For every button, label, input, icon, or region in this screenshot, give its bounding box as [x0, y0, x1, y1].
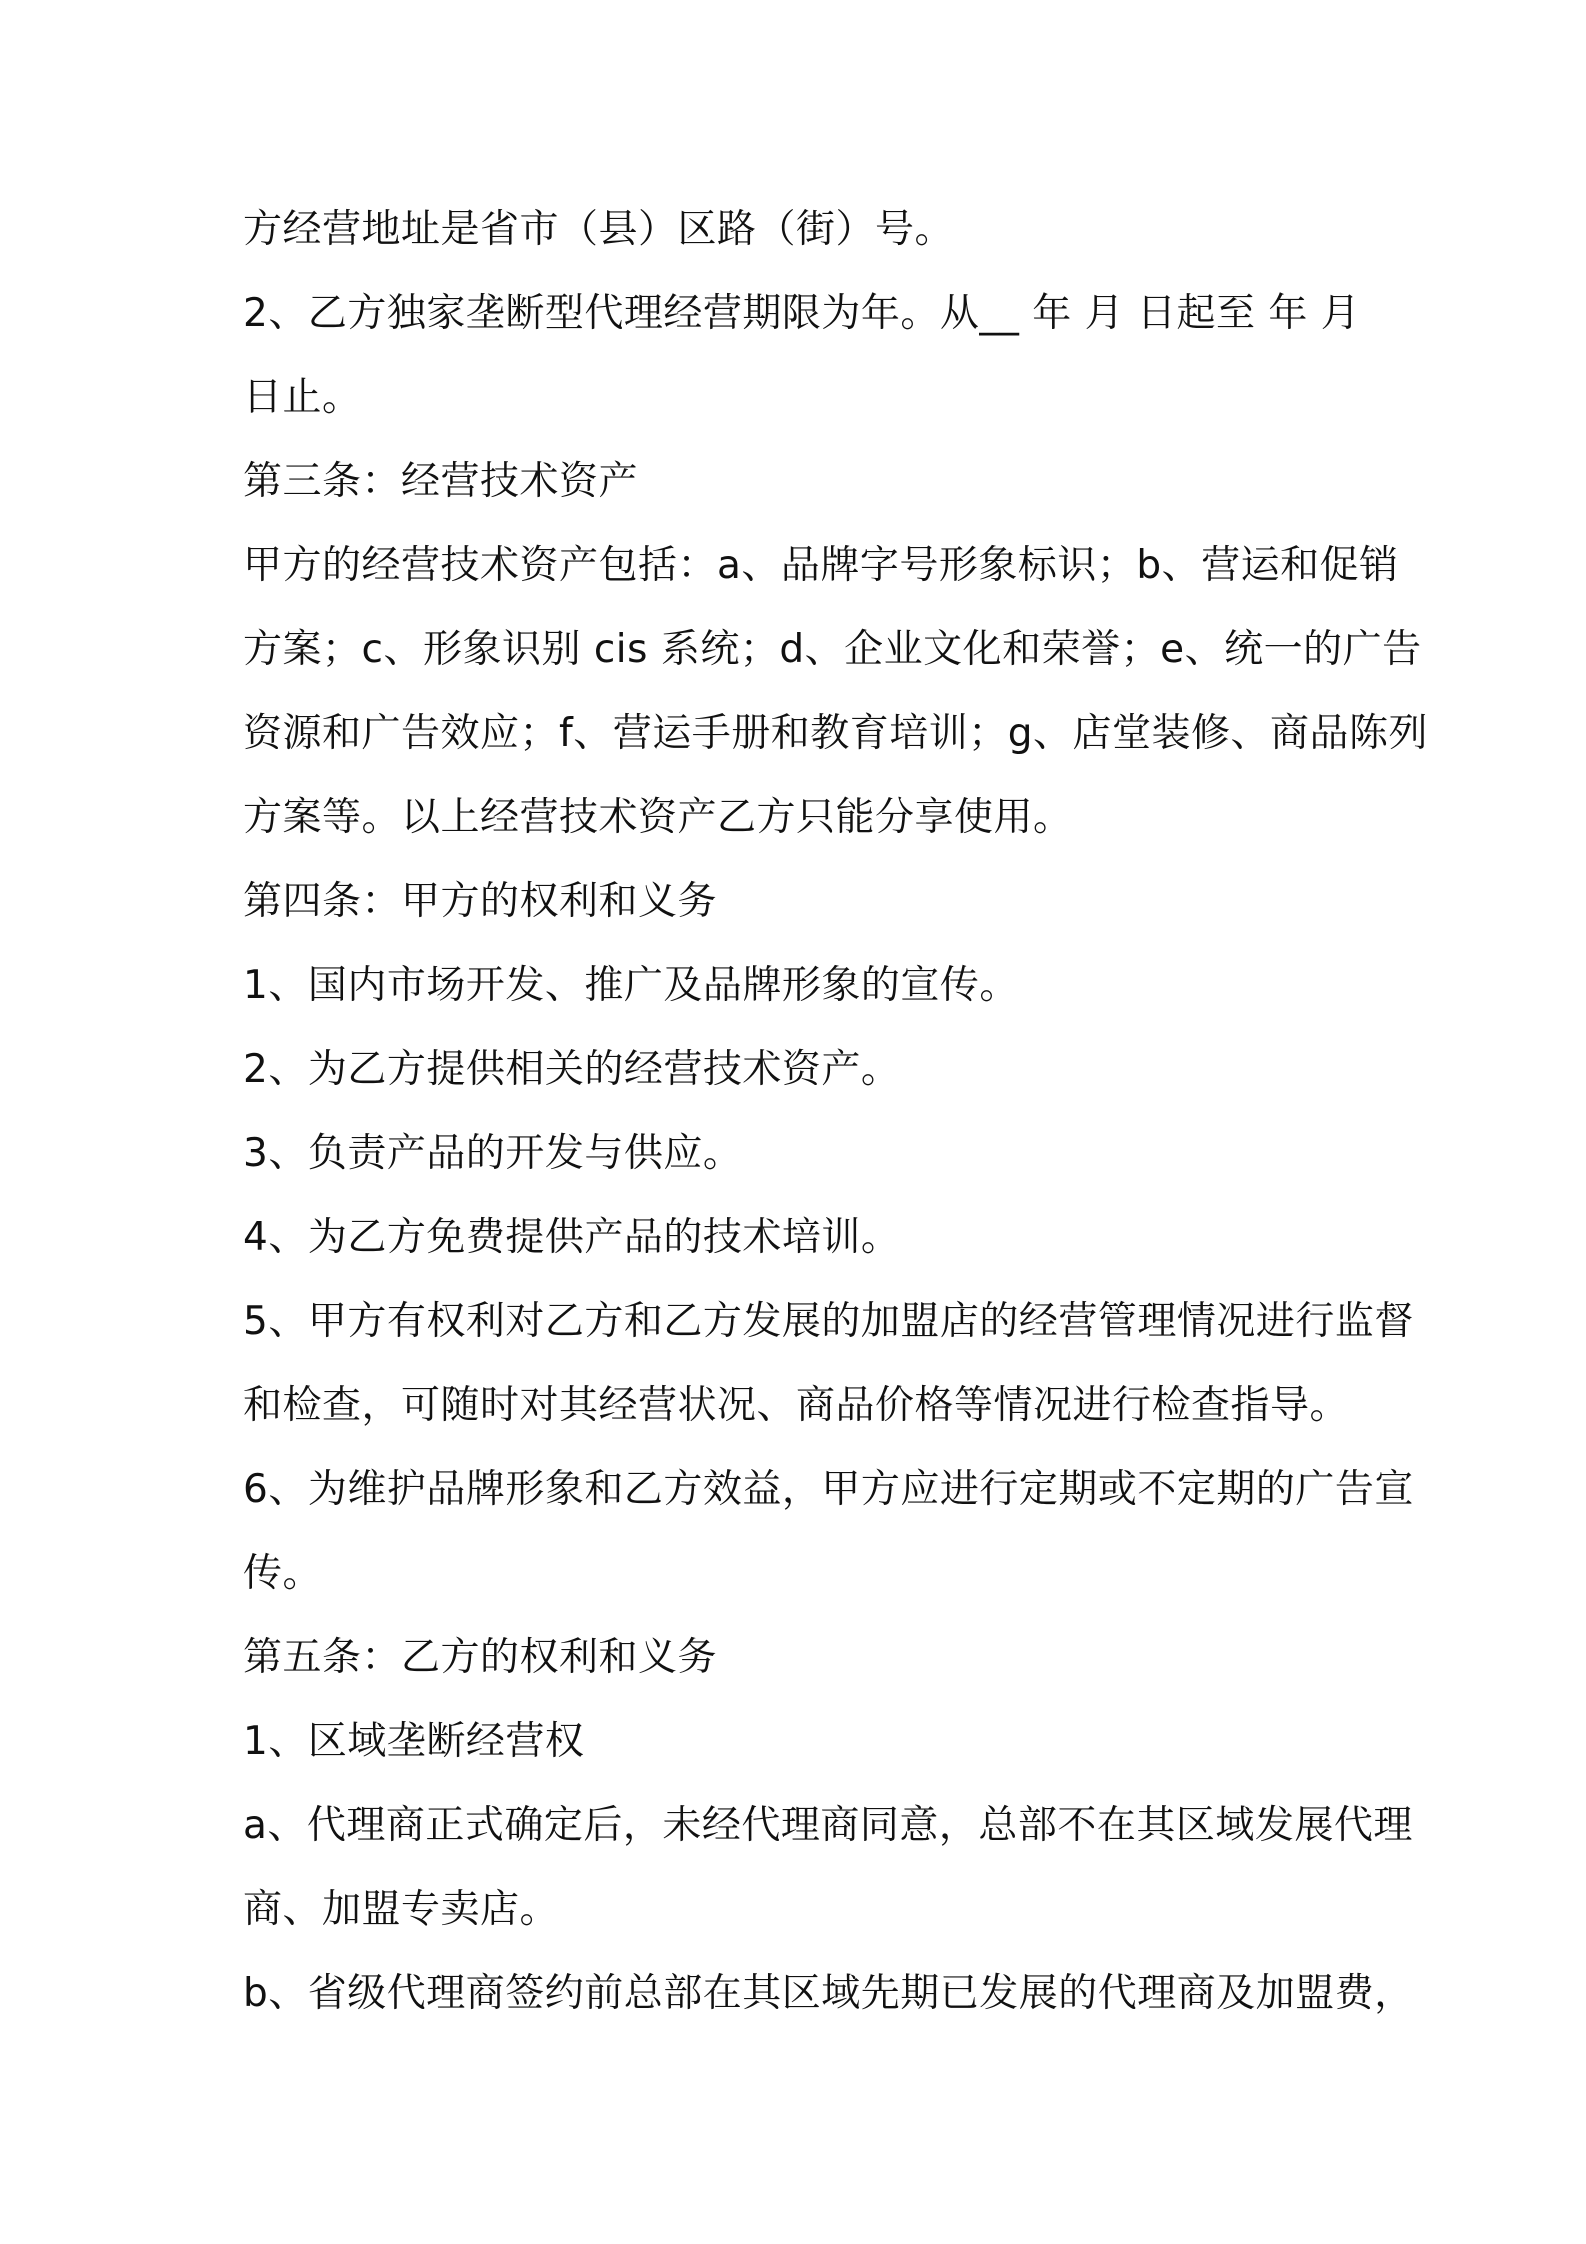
list-item: 4、为乙方免费提供产品的技术培训。 — [243, 1215, 901, 1260]
section-heading: 第三条：经营技术资产 — [243, 459, 639, 504]
paragraph-line: 资源和广告效应；f、营运手册和教育培训；g、店堂装修、商品陈列 — [243, 711, 1428, 756]
paragraph-line: 方案；c、形象识别 cis 系统；d、企业文化和荣誉；e、统一的广告 — [243, 627, 1422, 672]
list-item: 2、为乙方提供相关的经营技术资产。 — [243, 1047, 901, 1092]
paragraph-line: 甲方的经营技术资产包括：a、品牌字号形象标识；b、营运和促销 — [243, 543, 1399, 588]
list-item: b、省级代理商签约前总部在其区域先期已发展的代理商及加盟费， — [243, 1971, 1414, 2016]
paragraph-line: 2、乙方独家垄断型代理经营期限为年。从__ 年 月 日起至 年 月 — [243, 291, 1361, 336]
list-item: 1、国内市场开发、推广及品牌形象的宣传。 — [243, 963, 1019, 1008]
paragraph-line: 商、加盟专卖店。 — [243, 1887, 560, 1932]
list-item: a、代理商正式确定后，未经代理商同意，总部不在其区域发展代理 — [243, 1803, 1413, 1848]
list-item: 3、负责产品的开发与供应。 — [243, 1131, 743, 1176]
section-heading: 第四条：甲方的权利和义务 — [243, 879, 718, 924]
paragraph-line: 日止。 — [243, 375, 362, 420]
paragraph-line: 传。 — [243, 1551, 323, 1596]
paragraph-line: 方案等。以上经营技术资产乙方只能分享使用。 — [243, 795, 1073, 840]
paragraph-line: 和检查，可随时对其经营状况、商品价格等情况进行检查指导。 — [243, 1383, 1350, 1428]
list-item: 6、为维护品牌形象和乙方效益，甲方应进行定期或不定期的广告宣 — [243, 1467, 1414, 1512]
document-body — [243, 188, 1428, 2036]
section-heading: 第五条：乙方的权利和义务 — [243, 1635, 718, 1680]
list-item: 1、区域垄断经营权 — [243, 1719, 585, 1764]
list-item: 5、甲方有权利对乙方和乙方发展的加盟店的经营管理情况进行监督 — [243, 1299, 1414, 1344]
paragraph-line: 方经营地址是省市（县）区路（街）号。 — [243, 207, 955, 252]
